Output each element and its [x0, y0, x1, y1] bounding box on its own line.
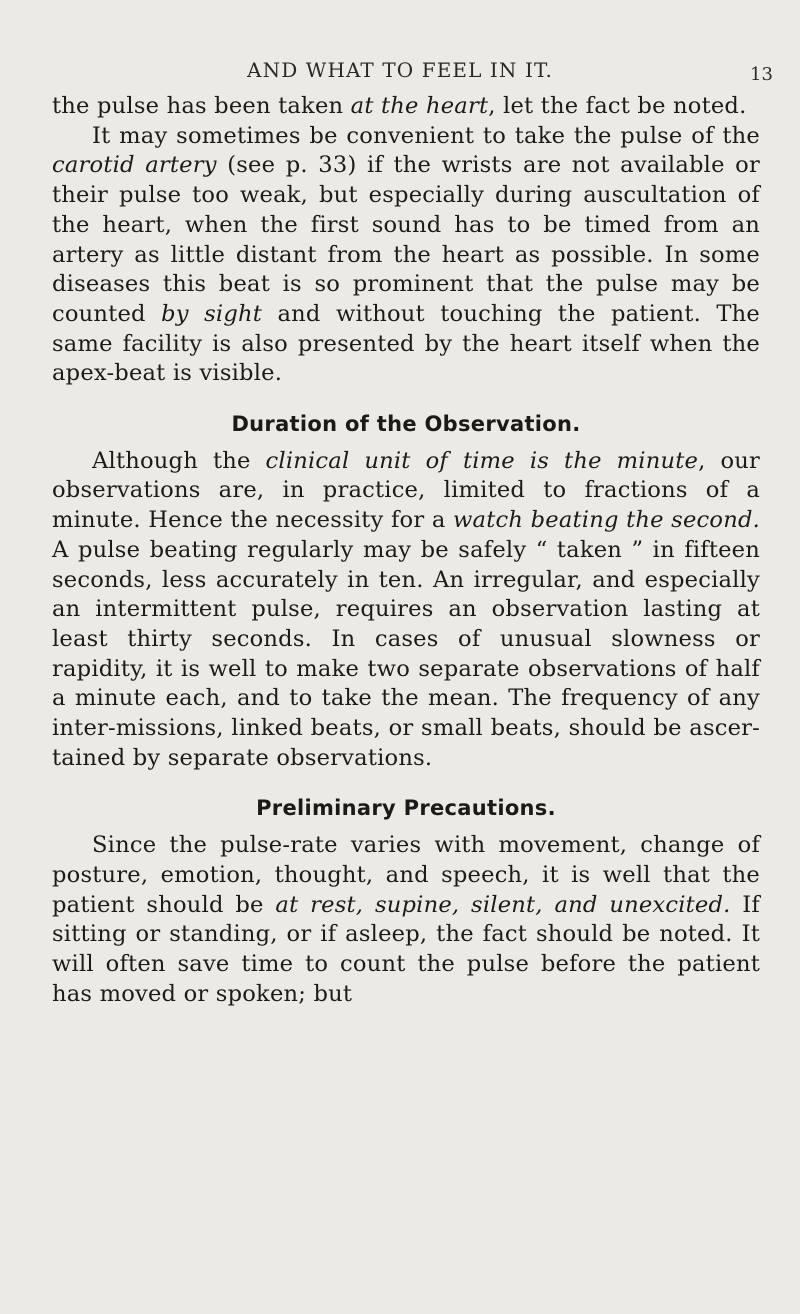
- text-run: It may sometimes be convenient to take the pulse of the: [92, 122, 760, 149]
- text-run: Since the pulse-rate varies with movement, change of posture, emotion, thought, and speech, it is well that the patient should be: [52, 832, 760, 918]
- page-number: 13: [750, 64, 773, 85]
- text-run: (see p. 33) if the wrists are not available or their pulse too weak, but especially during auscultation of the heart, when the first sound has to be timed from an artery as little distant from the heart as possible. In some diseases this beat is so prominent that the pulse may be counted: [52, 152, 760, 327]
- paragraph-carotid: [52, 122, 760, 389]
- italic-phrase: at the heart: [350, 93, 489, 119]
- body-text: [52, 92, 760, 1009]
- italic-phrase: carotid artery: [52, 152, 217, 179]
- paragraph-precautions: [52, 831, 760, 1009]
- text-run: A pulse beating regularly may be safely “ taken ” in fifteen seconds, less accurately in ten. An irregular, and especially an intermittent pulse, requires an observation lasting at least thirty seconds. In cases of unusual slowness or rapidity, it is well to make two separate observations of half a minute each, and to take the mean. The frequency of any inter-missions, linked beats, or small beats, should be ascer-tained by separate observations.: [52, 536, 760, 771]
- italic-phrase: at rest, supine, silent, and unexcited.: [275, 891, 731, 918]
- paragraph-duration: [52, 447, 760, 774]
- section-heading-duration: Duration of the Observation.: [231, 412, 581, 437]
- paragraph-continuation: [52, 92, 760, 122]
- italic-phrase: watch beating the second.: [453, 507, 760, 534]
- section-heading-precautions: Preliminary Precautions.: [256, 796, 556, 821]
- text-run: and without touching the patient. The same facility is also presented by the heart itself when the apex-beat is visible.: [52, 300, 760, 387]
- running-head: AND WHAT TO FEEL IN IT.: [247, 58, 553, 82]
- text-run: , let the fact be noted.: [488, 93, 747, 119]
- italic-phrase: clinical unit of time is the minute: [265, 447, 699, 474]
- text-run: the pulse has been taken: [52, 93, 351, 119]
- text-run: , our observations are, in practice, limited to fractions of a minute. Hence the necessity for a: [52, 447, 760, 534]
- text-run: If sitting or standing, or if asleep, the fact should be noted. It will often save time to count the pulse before the patient has moved or spoken; but: [52, 891, 760, 1007]
- text-run: Although the: [92, 447, 266, 474]
- italic-phrase: by sight: [161, 300, 263, 327]
